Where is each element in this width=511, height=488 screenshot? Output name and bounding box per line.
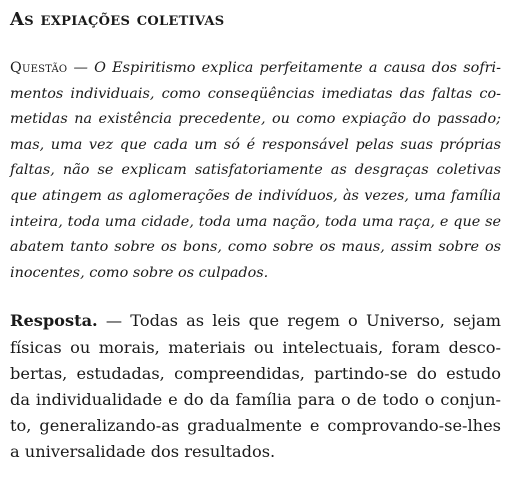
answer-paragraph [10, 308, 501, 465]
question-line-2: mentos individuais, como conseqüências imediatas das faltas co- [10, 85, 501, 102]
answer-line-1: Resposta. — Todas as leis que regem o Universo, sejam [10, 311, 501, 331]
question-line-5: faltas, não se explicam satisfatoriamente as desgraças coletivas [10, 162, 501, 179]
question-line-6: que atingem as aglomerações de indivíduos, às vezes, uma família [10, 187, 501, 204]
answer-line-5: to, generalizando-as gradualmente e comprovando-se-lhes [10, 416, 501, 436]
question-label: Questão [10, 60, 68, 76]
answer-line-4: da individualidade e do da família para o de todo o conjun- [10, 389, 501, 409]
question-line-1: Questão — O Espiritismo explica perfeitamente a causa dos sofri- [10, 60, 501, 76]
document-page [10, 8, 501, 466]
question-line-7: inteira, toda uma cidade, toda uma nação, toda uma raça, e que se [10, 213, 501, 230]
question-line-3: metidas na existência precedente, ou como expiação do passado; [10, 111, 501, 128]
answer-label: Resposta. [10, 311, 98, 331]
question-line-9: inocentes, como sobre os culpados. [10, 264, 269, 281]
question-line-4: mas, uma vez que cada um só é responsável pelas suas próprias [10, 136, 501, 153]
section-heading: As expiações coletivas [10, 9, 225, 30]
answer-line-2: físicas ou morais, materiais ou intelectuais, foram desco- [10, 337, 501, 357]
answer-line-6: a universalidade dos resultados. [10, 442, 276, 462]
question-line-8: abatem tanto sobre os bons, como sobre os maus, assim sobre os [10, 239, 501, 256]
answer-line-3: bertas, estudadas, compreendidas, partindo-se do estudo [10, 363, 501, 383]
question-paragraph [10, 56, 501, 286]
